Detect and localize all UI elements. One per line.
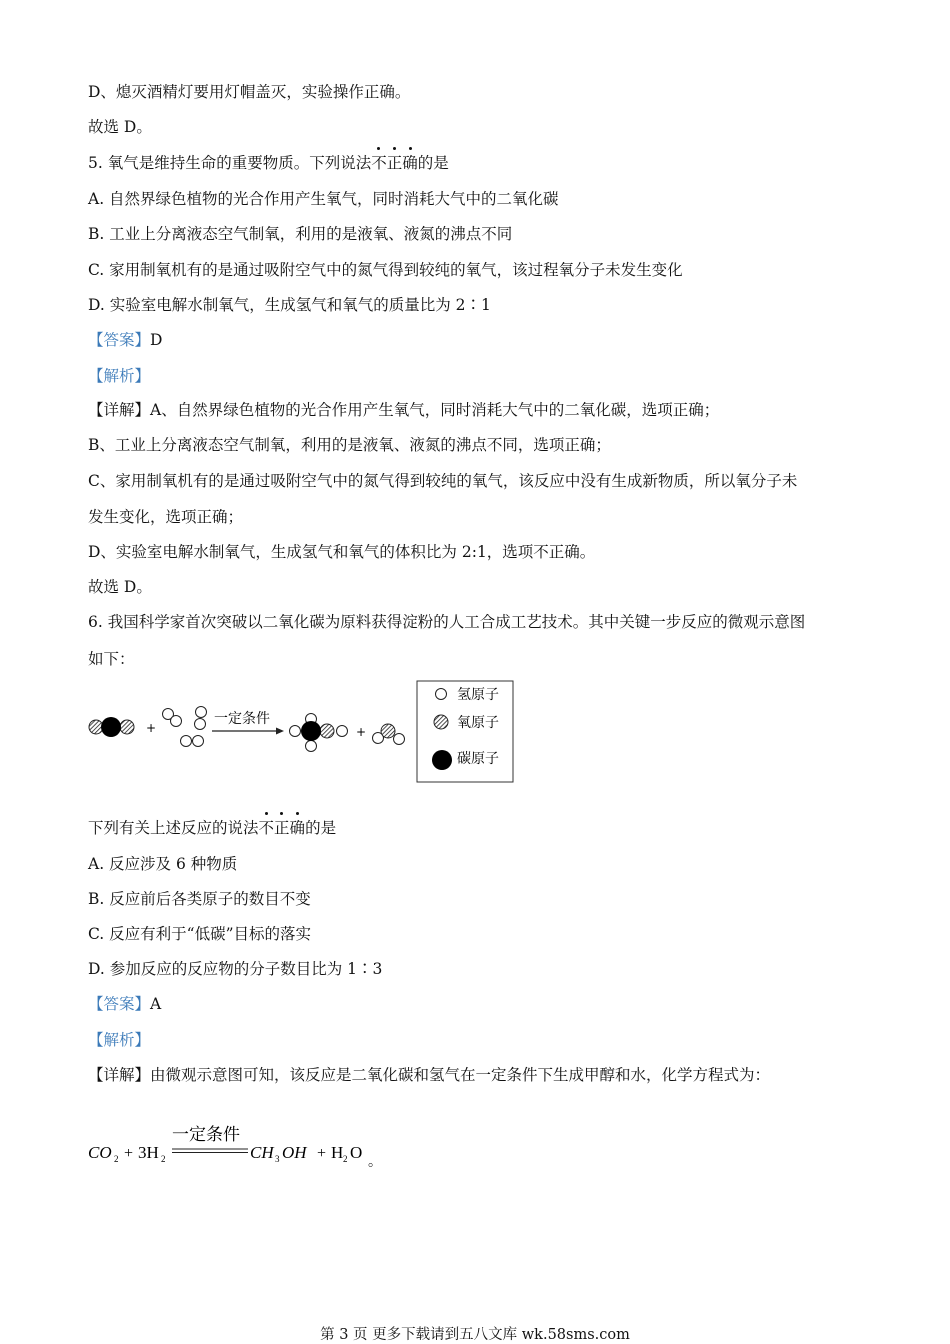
carbon-atom	[101, 717, 121, 737]
detail-label: 【详解】	[88, 1066, 151, 1084]
formula-h2: 3H	[138, 1143, 159, 1162]
answer-value: D	[150, 331, 163, 349]
explanation-line: 故选 D。	[88, 578, 152, 596]
hydrogen-atom	[394, 734, 405, 745]
oxygen-atom	[320, 724, 334, 738]
explanation-text: A、自然界绿色植物的光合作用产生氧气，同时消耗大气中的二氧化碳，选项正确；	[150, 401, 720, 419]
option-d: D. 参加反应的反应物的分子数目比为 1∶3	[88, 960, 383, 978]
option-d: D. 实验室电解水制氧气，生成氢气和氧气的质量比为 2∶1	[88, 296, 491, 314]
carbon-atom	[301, 721, 321, 741]
h2o-molecule	[373, 724, 405, 745]
text-line: 故选 D。	[88, 118, 152, 136]
formula-h2o: H	[331, 1143, 344, 1162]
question-5	[88, 153, 449, 173]
explanation-line	[88, 1065, 770, 1085]
plus-sign: +	[146, 721, 157, 735]
formula-ch3: CH	[250, 1143, 274, 1162]
carbon-legend-icon	[432, 750, 452, 770]
legend-label: 氧原子	[457, 715, 499, 731]
plus-sign: +	[356, 725, 367, 739]
question-text: 的是	[417, 154, 449, 172]
hydrogen-atom	[306, 741, 317, 752]
formula-co2: CO	[88, 1143, 112, 1162]
subscript: 2	[161, 1154, 166, 1164]
formula-oh: OH	[282, 1143, 307, 1162]
emphasis-char: 不	[371, 154, 387, 172]
hydrogen-atom	[290, 726, 301, 737]
text-line: D、熄灭酒精灯要用灯帽盖灭，实验操作正确。	[88, 83, 411, 101]
explanation-line: B、工业上分离液态空气制氧，利用的是液氧、液氮的沸点不同，选项正确；	[88, 436, 611, 454]
question-text: 下列有关上述反应的说法	[88, 819, 259, 837]
hydrogen-atom	[196, 707, 207, 718]
answer-line	[88, 994, 161, 1014]
explanation-line: C、家用制氧机有的是通过吸附空气中的氮气得到较纯的氧气，该反应中没有生成新物质，所以氧分子未	[88, 472, 798, 490]
option-b: B. 工业上分离液态空气制氧，利用的是液氧、液氮的沸点不同	[88, 225, 513, 243]
reaction-condition: 一定条件	[214, 711, 270, 727]
emphasis-char: 确	[402, 154, 418, 172]
explanation-line: 发生变化，选项正确；	[88, 508, 244, 526]
emphasis-char: 确	[289, 819, 306, 837]
plus-sign: +	[124, 1145, 134, 1162]
option-c: C. 家用制氧机有的是通过吸附空气中的氮气得到较纯的氧气，该过程氧分子未发生变化	[88, 261, 683, 279]
co2-molecule	[89, 717, 134, 737]
answer-line	[88, 330, 162, 350]
explanation-line	[88, 400, 719, 420]
h2-molecules	[163, 707, 207, 747]
hydrogen-atom	[181, 736, 192, 747]
oxygen-atom	[120, 720, 134, 734]
question-6: 6. 我国科学家首次突破以二氧化碳为原料获得淀粉的人工合成工艺技术。其中关键一步反应的微观示意图	[88, 613, 806, 631]
reaction-condition: 一定条件	[172, 1125, 240, 1145]
emphasis-char: 正	[386, 154, 403, 172]
period: 。	[368, 1154, 382, 1170]
analysis-label: 【解析】	[88, 1031, 151, 1049]
question-text: 的是	[305, 819, 337, 837]
chemical-equation	[88, 1120, 408, 1172]
question-text: 5. 氧气是维持生命的重要物质。下列说法	[88, 154, 372, 172]
oxygen-atom	[89, 720, 103, 734]
answer-value: A	[150, 995, 162, 1013]
hydrogen-atom	[171, 716, 182, 727]
question-6-cont: 如下：	[88, 650, 135, 668]
formula-o: O	[350, 1143, 363, 1162]
hydrogen-atom	[195, 719, 206, 730]
arrow-head-icon	[276, 728, 284, 735]
ch3oh-molecule	[290, 714, 348, 752]
explanation-line: D、实验室电解水制氧气，生成氢气和氧气的体积比为 2:1，选项不正确。	[88, 543, 596, 561]
subscript: 2	[343, 1154, 348, 1164]
subscript: 2	[114, 1154, 119, 1164]
analysis-label: 【解析】	[88, 367, 151, 385]
question-6-stem	[88, 818, 336, 838]
hydrogen-legend-icon	[436, 689, 447, 700]
emphasis-char: 正	[274, 819, 290, 837]
hydrogen-atom	[337, 726, 348, 737]
oxygen-atom	[381, 724, 395, 738]
option-a: A. 自然界绿色植物的光合作用产生氧气，同时消耗大气中的二氧化碳	[88, 190, 559, 208]
explanation-text: 由微观示意图可知，该反应是二氧化碳和氢气在一定条件下生成甲醇和水，化学方程式为：	[150, 1066, 771, 1084]
hydrogen-atom	[193, 736, 204, 747]
answer-label: 【答案】	[88, 331, 151, 349]
oxygen-legend-icon	[434, 715, 448, 729]
legend-label: 氢原子	[457, 687, 499, 703]
option-a: A. 反应涉及 6 种物质	[88, 855, 238, 873]
legend-label: 碳原子	[457, 751, 499, 767]
plus-sign: +	[317, 1145, 327, 1162]
answer-label: 【答案】	[88, 995, 151, 1013]
subscript: 3	[275, 1154, 280, 1164]
legend	[417, 681, 513, 782]
detail-label: 【详解】	[88, 401, 151, 419]
emphasis-char: 不	[258, 819, 275, 837]
option-b: B. 反应前后各类原子的数目不变	[88, 890, 311, 908]
option-c: C. 反应有利于“低碳”目标的落实	[88, 925, 312, 943]
reaction-micro-diagram	[86, 678, 516, 786]
page-footer: 第 3 页 更多下载请到五八文库 wk.58sms.com	[320, 1327, 630, 1343]
